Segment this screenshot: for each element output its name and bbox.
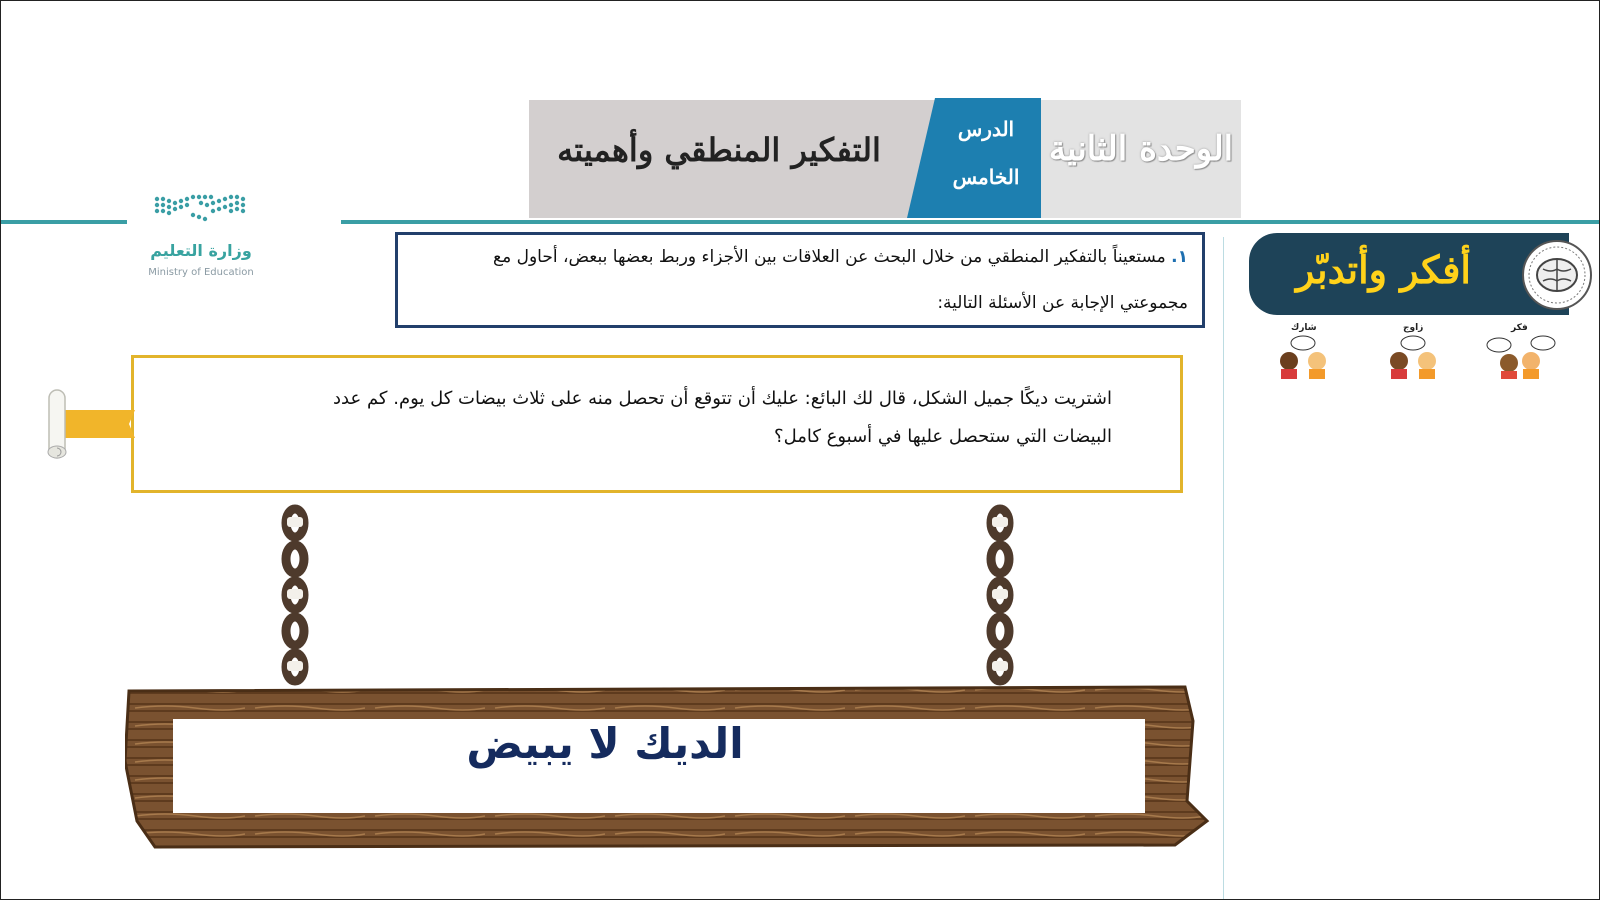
think-reflect-title: أفكر وأتدبّر: [1296, 247, 1471, 292]
unit-title: الوحدة الثانية: [1048, 129, 1234, 169]
chain-icon: [286, 509, 1009, 681]
answer-text: الديك لا يبيض: [466, 719, 744, 768]
problem-text-1: اشتريت ديكًا جميل الشكل، قال لك البائع: عليك أن تتوقع أن تحصل منه على ثلاث بيضات كل يوم. كم عدد: [333, 388, 1112, 409]
scroll-icon: [39, 388, 159, 460]
problem-box: [131, 355, 1183, 493]
question-line-1: [404, 247, 1188, 267]
lesson-word-2: الخامس: [952, 165, 1020, 189]
question-text-2: مجموعتي الإجابة عن الأسئلة التالية:: [937, 293, 1188, 313]
question-box: [395, 232, 1205, 328]
brain-icon: [1521, 237, 1593, 313]
question-number: ١.: [1171, 247, 1188, 267]
panel-divider: [1223, 237, 1224, 899]
logo-english-text: Ministry of Education: [148, 267, 254, 278]
problem-text-2: البيضات التي ستحصل عليها في أسبوع كامل؟: [774, 426, 1112, 447]
think-figures-icon: [1481, 333, 1561, 379]
pair-figures-icon: [1373, 333, 1453, 379]
share-figures-icon: [1263, 333, 1343, 379]
lesson-word-1: الدرس: [957, 117, 1015, 141]
wooden-sign-icon: [125, 501, 1215, 849]
tps-label-think: فكر: [1511, 323, 1528, 333]
divider-right: [341, 220, 1600, 224]
logo-arabic-text: وزارة التعليم: [150, 241, 252, 260]
tps-label-share: شارك: [1291, 323, 1317, 333]
divider-left: [1, 220, 127, 224]
tps-label-pair: زاوج: [1403, 323, 1424, 333]
lesson-title: التفكير المنطقي وأهميته: [557, 131, 881, 169]
question-text-1: مستعيناً بالتفكير المنطقي من خلال البحث عن العلاقات بين الأجزاء وربط بعضها ببعض، أحاول مع: [493, 247, 1166, 267]
